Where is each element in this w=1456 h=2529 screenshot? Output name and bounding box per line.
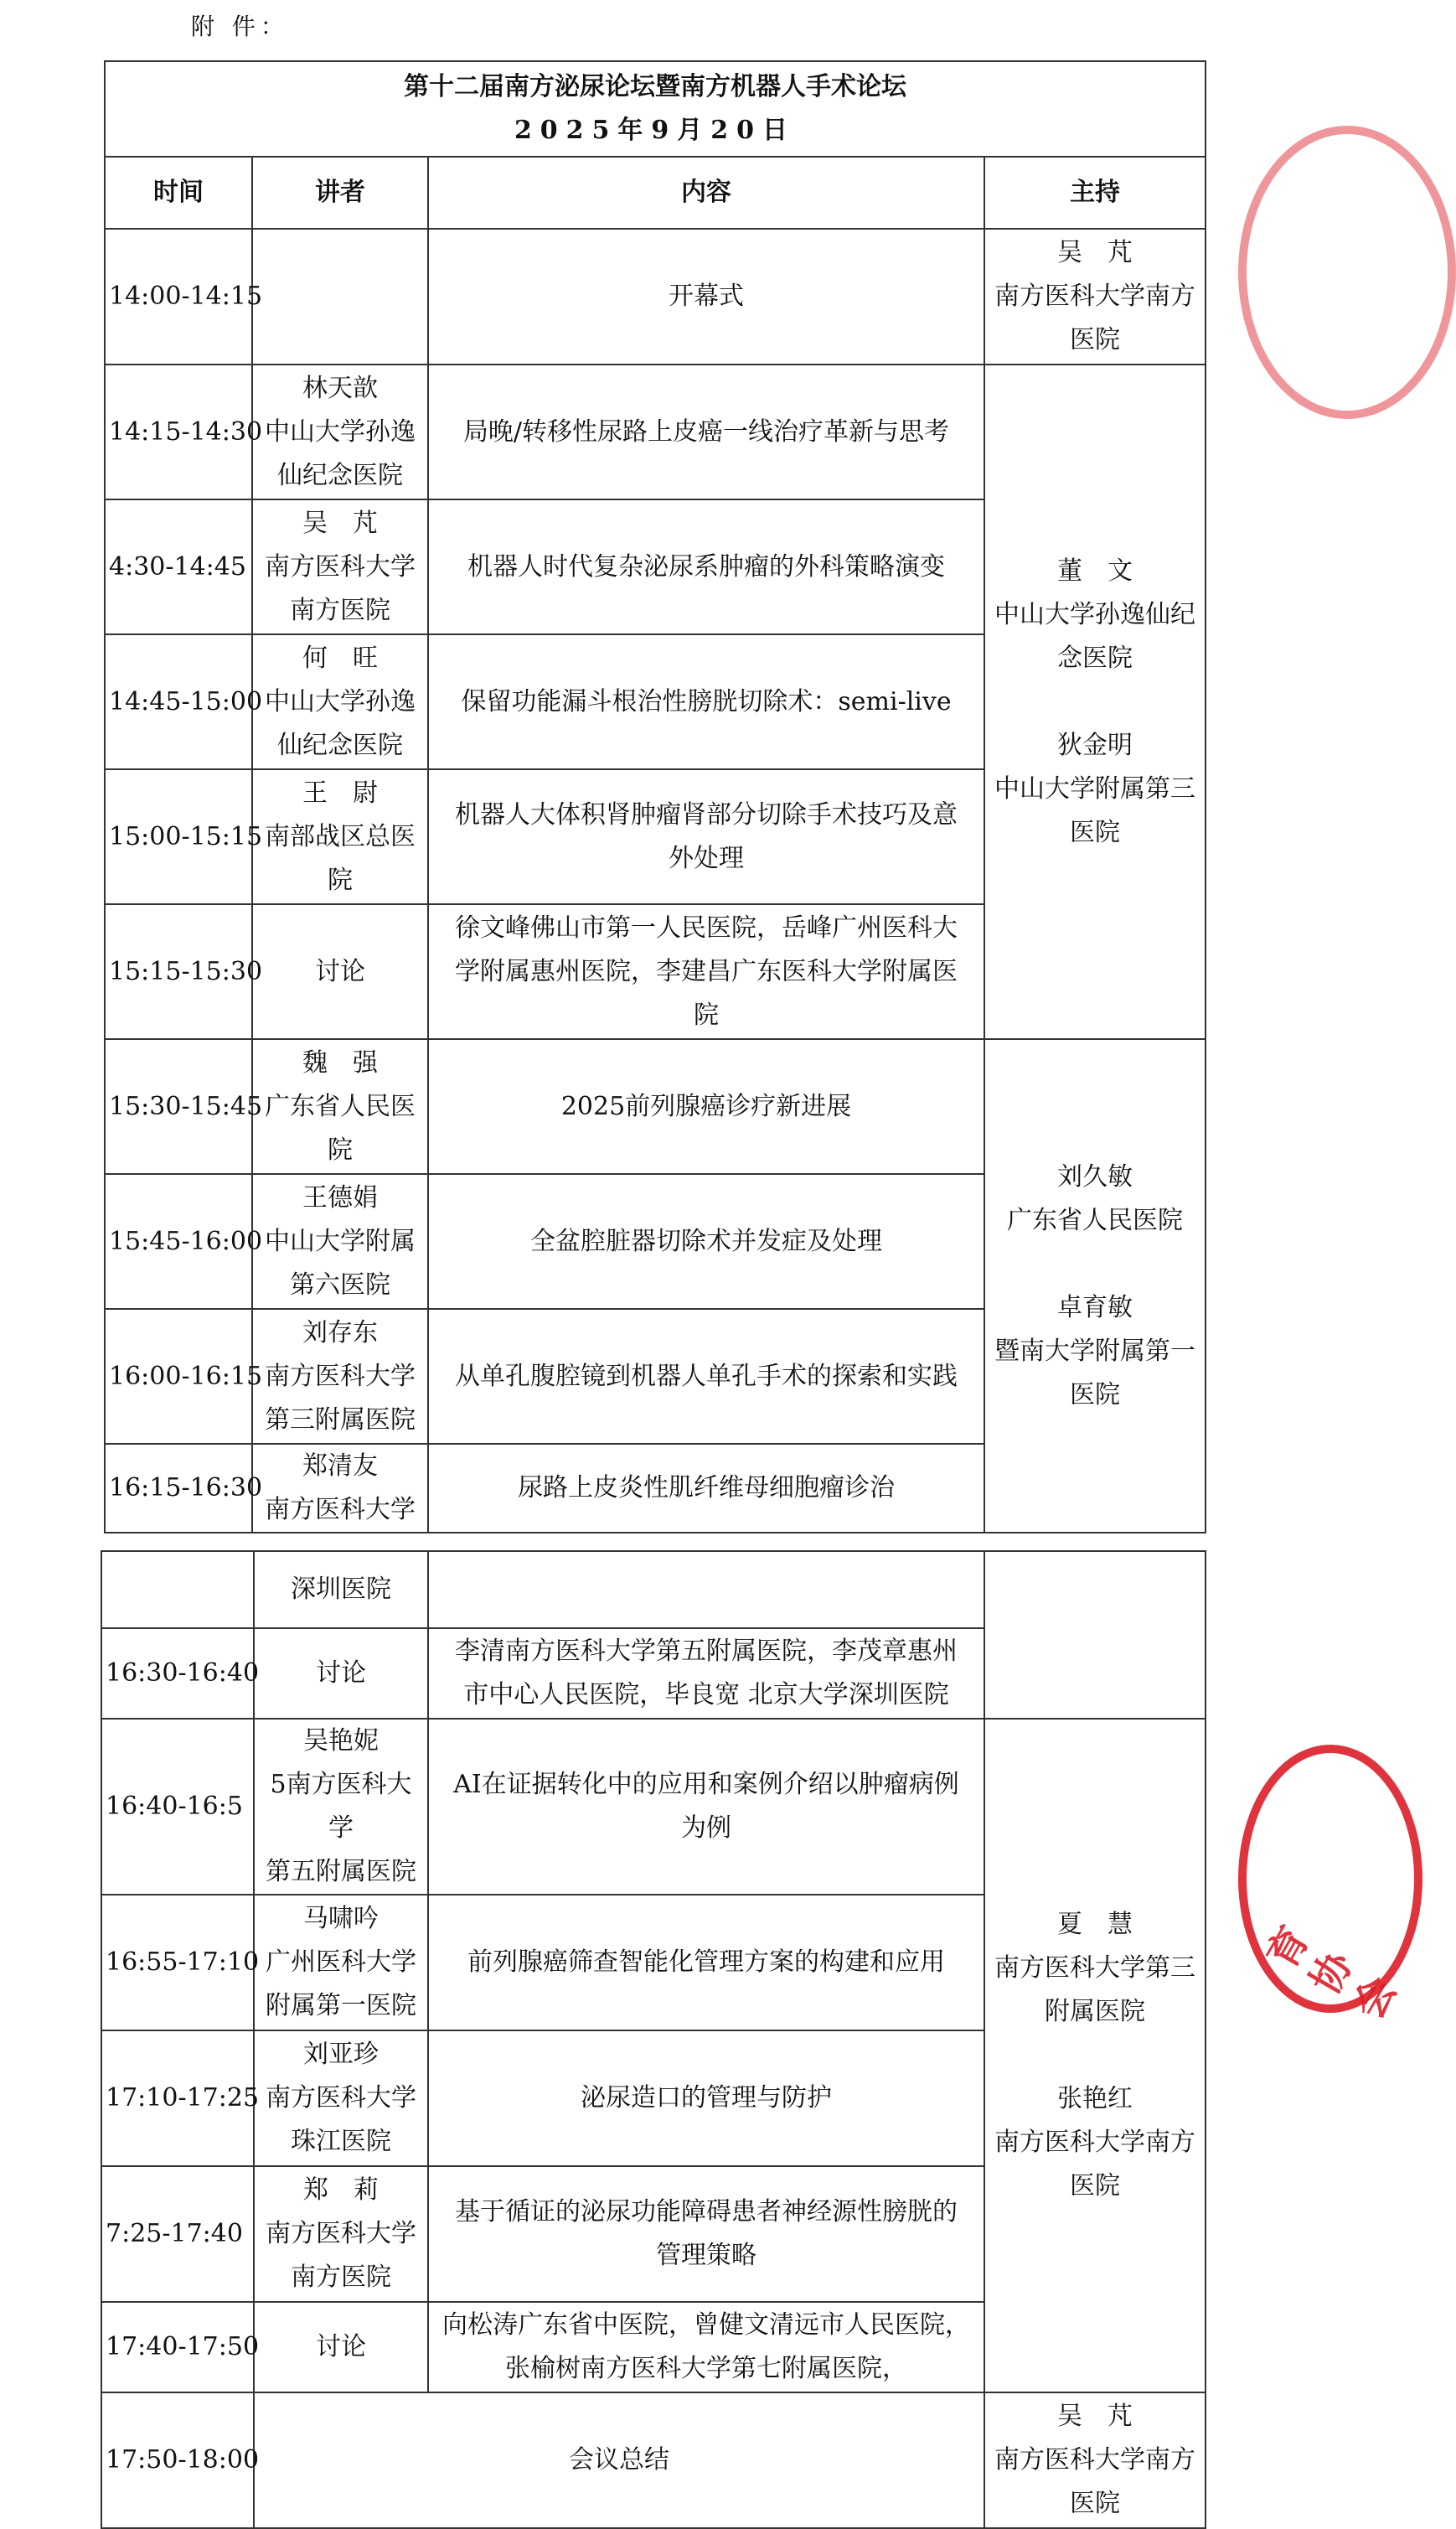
title-row xyxy=(105,61,1206,157)
host-cell: 董 文 中山大学孙逸仙纪 念医院 狄金明 中山大学附属第三 医院 xyxy=(984,365,1206,1039)
speaker-cell: 马啸吟 广州医科大学 附属第一医院 xyxy=(254,1895,428,2030)
time-cell: 17:10-17:25 xyxy=(101,2030,254,2166)
content-cell xyxy=(428,1551,984,1628)
content-cell: AI在证据转化中的应用和案例介绍以肿瘤病例 为例 xyxy=(428,1719,984,1895)
speaker-cell: 郑清友 南方医科大学 xyxy=(252,1444,428,1533)
time-cell: 14:15-14:30 xyxy=(105,365,252,499)
content-cell: 从单孔腹腔镜到机器人单孔手术的探索和实践 xyxy=(428,1309,984,1444)
speaker-cell: 讨论 xyxy=(254,1628,428,1719)
speaker-cell: 郑 莉 南方医科大学 南方医院 xyxy=(254,2166,428,2302)
speaker-cell: 王德娟 中山大学附属 第六医院 xyxy=(252,1174,428,1309)
table-row xyxy=(105,365,1206,499)
time-cell: 14:00-14:15 xyxy=(105,229,252,365)
seal-text: 育协会 xyxy=(1257,1918,1407,2027)
time-cell: 15:15-15:30 xyxy=(105,904,252,1039)
content-cell: 泌尿造口的管理与防护 xyxy=(428,2030,984,2166)
header-host: 主持 xyxy=(984,157,1206,229)
table-row xyxy=(105,229,1206,365)
host-cell: 吴 芃 南方医科大学南方 医院 xyxy=(984,2392,1206,2528)
speaker-cell: 刘亚珍 南方医科大学 珠江医院 xyxy=(254,2030,428,2166)
time-cell: 15:45-16:00 xyxy=(105,1174,252,1309)
time-cell: 16:30-16:40 xyxy=(101,1628,254,1719)
speaker-cell: 刘存东 南方医科大学 第三附属医院 xyxy=(252,1309,428,1444)
speaker-cell: 讨论 xyxy=(254,2302,428,2392)
time-cell: 4:30-14:45 xyxy=(105,499,252,634)
event-date: 2025年9月20日 xyxy=(514,116,797,145)
host-cell: 吴 芃 南方医科大学南方 医院 xyxy=(984,229,1206,365)
content-cell: 尿路上皮炎性肌纤维母细胞瘤诊治 xyxy=(428,1444,984,1533)
time-cell: 15:00-15:15 xyxy=(105,769,252,904)
content-cell: 机器人大体积肾肿瘤肾部分切除手术技巧及意 外处理 xyxy=(428,769,984,904)
content-cell: 向松涛广东省中医院，曾健文清远市人民医院， 张榆树南方医科大学第七附属医院， xyxy=(428,2302,984,2392)
attachment-label: 附 件： xyxy=(191,13,289,40)
speaker-cell: 王 尉 南部战区总医 院 xyxy=(252,769,428,904)
table-row xyxy=(101,2392,1206,2528)
content-cell: 基于循证的泌尿功能障碍患者神经源性膀胱的 管理策略 xyxy=(428,2166,984,2302)
header-content: 内容 xyxy=(428,157,984,229)
time-cell: 16:55-17:10 xyxy=(101,1895,254,2030)
speaker-cell xyxy=(252,229,428,365)
content-cell: 会议总结 xyxy=(254,2392,984,2528)
speaker-cell: 何 旺 中山大学孙逸 仙纪念医院 xyxy=(252,634,428,769)
schedule-table-part1 xyxy=(104,60,1206,1533)
host-cell: 刘久敏 广东省人民医院 卓育敏 暨南大学附属第一 医院 xyxy=(984,1039,1206,1533)
time-cell: 7:25-17:40 xyxy=(101,2166,254,2302)
seal-stamp-top xyxy=(1238,126,1456,419)
content-cell: 机器人时代复杂泌尿系肿瘤的外科策略演变 xyxy=(428,499,984,634)
header-time: 时间 xyxy=(105,157,252,229)
content-cell: 局晚/转移性尿路上皮癌一线治疗革新与思考 xyxy=(428,365,984,499)
header-row xyxy=(105,157,1206,229)
time-cell: 16:00-16:15 xyxy=(105,1309,252,1444)
host-cell xyxy=(984,1551,1206,1719)
speaker-cell: 深圳医院 xyxy=(254,1551,428,1628)
content-cell: 保留功能漏斗根治性膀胱切除术：semi-live xyxy=(428,634,984,769)
speaker-cell: 吴 芃 南方医科大学 南方医院 xyxy=(252,499,428,634)
content-cell: 李清南方医科大学第五附属医院，李茂章惠州 市中心人民医院，毕良宽 北京大学深圳医院 xyxy=(428,1628,984,1719)
event-title: 第十二届南方泌尿论坛暨南方机器人手术论坛 xyxy=(404,72,906,101)
time-cell: 16:15-16:30 xyxy=(105,1444,252,1533)
content-cell: 开幕式 xyxy=(428,229,984,365)
table-row xyxy=(105,1039,1206,1174)
header-speaker: 讲者 xyxy=(252,157,428,229)
time-cell: 17:50-18:00 xyxy=(101,2392,254,2528)
time-cell: 16:40-16:5 xyxy=(101,1719,254,1895)
content-cell: 徐文峰佛山市第一人民医院，岳峰广州医科大 学附属惠州医院，李建昌广东医科大学附属医 院 xyxy=(428,904,984,1039)
speaker-cell: 讨论 xyxy=(252,904,428,1039)
schedule-table-part2 xyxy=(101,1550,1206,2529)
content-cell: 全盆腔脏器切除术并发症及处理 xyxy=(428,1174,984,1309)
table-row xyxy=(101,1551,1206,1628)
speaker-cell: 林天歆 中山大学孙逸 仙纪念医院 xyxy=(252,365,428,499)
speaker-cell: 吴艳妮 5南方医科大学 第五附属医院 xyxy=(254,1719,428,1895)
host-cell: 夏 慧 南方医科大学第三 附属医院 张艳红 南方医科大学南方 医院 xyxy=(984,1719,1206,2392)
time-cell: 14:45-15:00 xyxy=(105,634,252,769)
table-row xyxy=(101,1719,1206,1895)
time-cell xyxy=(101,1551,254,1628)
time-cell: 17:40-17:50 xyxy=(101,2302,254,2392)
time-cell: 15:30-15:45 xyxy=(105,1039,252,1174)
content-cell: 2025前列腺癌诊疗新进展 xyxy=(428,1039,984,1174)
speaker-cell: 魏 强 广东省人民医 院 xyxy=(252,1039,428,1174)
content-cell: 前列腺癌筛查智能化管理方案的构建和应用 xyxy=(428,1895,984,2030)
